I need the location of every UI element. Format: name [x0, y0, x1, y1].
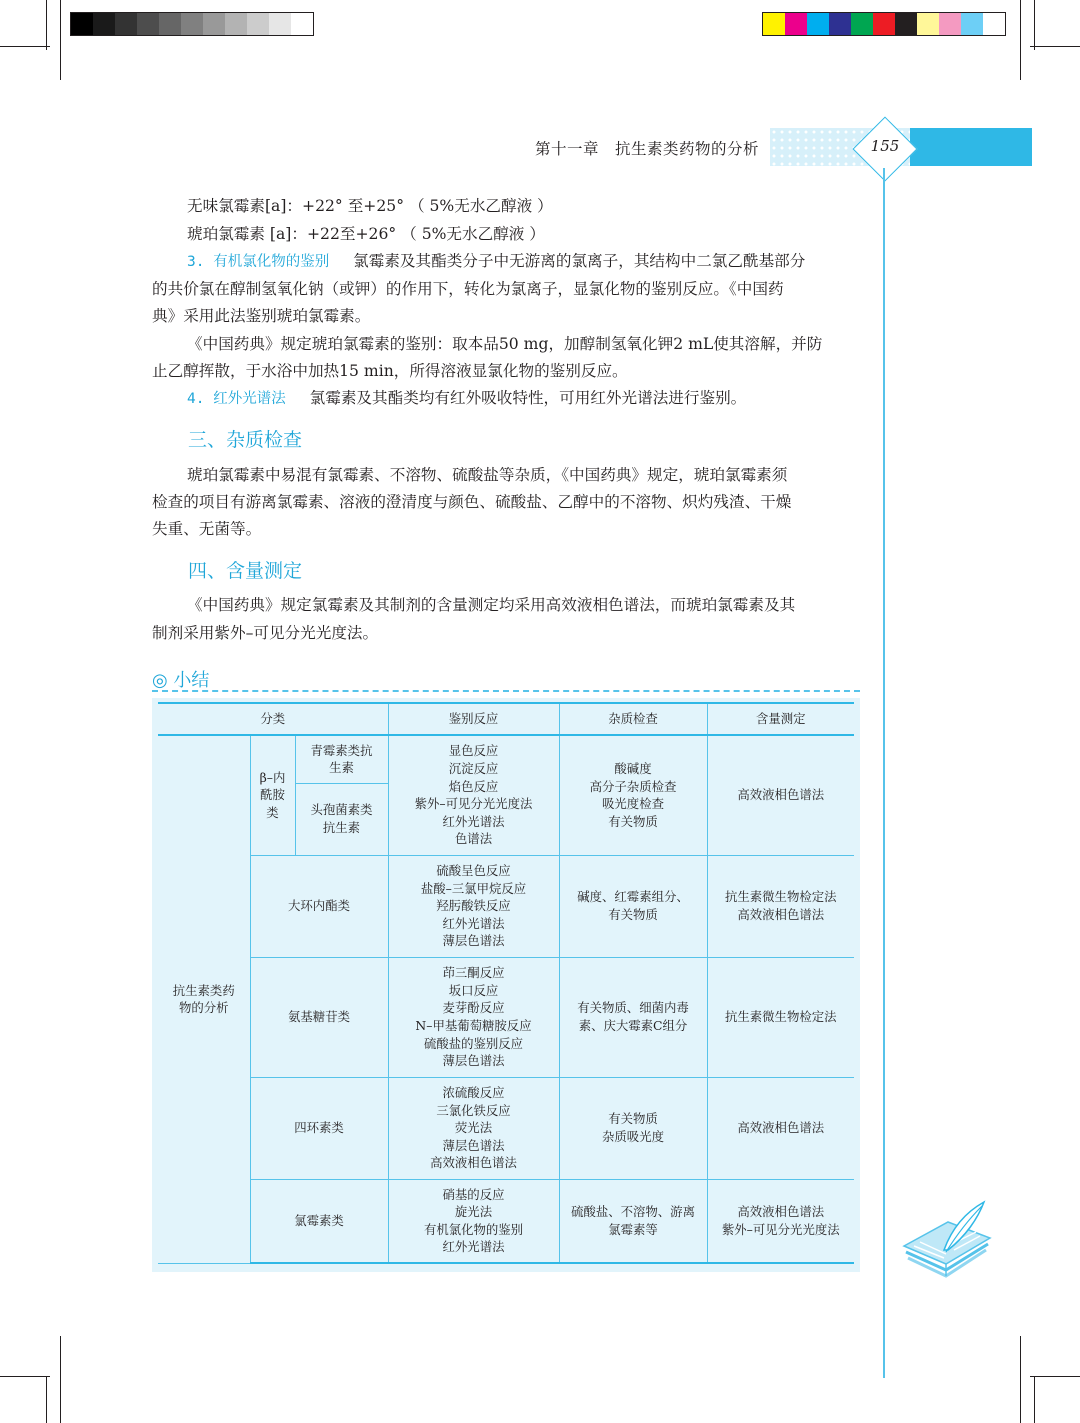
cell-line: 抗生素微生物检定法	[725, 1009, 837, 1025]
impurity-cell	[559, 735, 707, 855]
table-row	[158, 1077, 854, 1179]
crop-mark	[60, 1336, 61, 1423]
paragraph-infrared	[187, 388, 746, 409]
summary-divider	[152, 690, 860, 692]
column-header: 含量测定	[707, 703, 854, 735]
column-header: 鉴别反应	[388, 703, 559, 735]
paragraph-line: 制剂采用紫外–可见分光光度法。	[152, 624, 379, 642]
cell-line: 高分子杂质检查	[589, 778, 677, 794]
cell-line: 薄层色谱法	[442, 1137, 505, 1153]
crop-mark	[60, 0, 61, 80]
beta-lactam-cell: β–内酰胺类	[250, 735, 295, 855]
cell-line: 紫外–可见分光光度法	[721, 1221, 840, 1237]
identification-cell	[388, 1077, 559, 1179]
gray-swatch	[71, 13, 93, 35]
identification-cell	[388, 735, 559, 855]
cell-line: 浓硫酸反应	[442, 1085, 505, 1101]
column-header: 分类	[158, 703, 388, 735]
cell-line: 三氯化铁反应	[436, 1102, 511, 1118]
cell-line: 旋光法	[454, 1204, 493, 1220]
color-swatch	[983, 13, 1005, 35]
impurity-cell	[559, 855, 707, 957]
cell-line: 紫外–可见分光光度法	[414, 796, 533, 812]
identification-cell	[388, 957, 559, 1077]
color-swatch	[895, 13, 917, 35]
table-header-row	[158, 703, 854, 735]
cell-line: 硫酸盐、不溶物、游离	[571, 1204, 695, 1220]
cell-line: 氯霉素等	[608, 1221, 658, 1237]
table-row	[158, 1179, 854, 1263]
gray-swatch	[137, 13, 159, 35]
cell-line: 沉淀反应	[448, 761, 499, 777]
cell-line: 硫酸呈色反应	[436, 863, 511, 879]
section-title-impurity: 三、杂质检查	[188, 429, 303, 451]
category-cell: 氯霉素类	[250, 1179, 388, 1263]
paragraph-line: 《中国药典》规定氯霉素及其制剂的含量测定均采用高效液相色谱法，而琥珀氯霉素及其	[187, 596, 796, 614]
paragraph-lead: 4. 红外光谱法	[187, 391, 286, 407]
crop-mark	[46, 1376, 47, 1423]
assay-cell	[707, 1077, 854, 1179]
color-swatch	[851, 13, 873, 35]
cell-line: 吸光度检查	[602, 796, 664, 812]
category-cell: 氨基糖苷类	[250, 957, 388, 1077]
impurity-cell	[559, 957, 707, 1077]
gray-swatch	[291, 13, 313, 35]
cell-line: 有关物质	[608, 1111, 658, 1127]
assay-cell	[707, 1179, 854, 1263]
crop-mark	[1030, 46, 1080, 47]
cell-line: 有关物质	[608, 907, 658, 922]
identification-cell	[388, 1179, 559, 1263]
cell-line: 羟肟酸铁反应	[436, 898, 511, 914]
cell-line: 硝基的反应	[442, 1186, 505, 1202]
gray-swatch	[247, 13, 269, 35]
crop-mark	[1034, 0, 1035, 50]
crop-mark	[0, 1376, 50, 1377]
cell-line: 高效液相色谱法	[737, 787, 825, 803]
cell-line: 硫酸盐的鉴别反应	[423, 1035, 524, 1051]
cell-line: N–甲基葡萄糖胺反应	[415, 1018, 532, 1033]
cell-line: 抗生素微生物检定法	[725, 889, 837, 905]
gray-swatch	[159, 13, 181, 35]
impurity-cell	[559, 1077, 707, 1179]
color-swatch	[961, 13, 983, 35]
cell-line: 薄层色谱法	[442, 933, 505, 949]
paragraph-line: 的共价氯在醇制氢氧化钠（或钾）的作用下，转化为氯离子，显氯化物的鉴别反应。《中国药	[152, 280, 784, 298]
cell-line: 盐酸–三氯甲烷反应	[420, 880, 527, 896]
margin-rule	[883, 168, 885, 1378]
crop-mark	[46, 0, 47, 50]
grayscale-color-bar	[70, 12, 314, 36]
assay-cell	[707, 957, 854, 1077]
paragraph-line: 检查的项目有游离氯霉素、溶液的澄清度与颜色、硫酸盐、乙醇中的不溶物、炽灼残渣、干燥	[152, 493, 792, 511]
cell-line: 红外光谱法	[442, 1239, 505, 1255]
assay-cell	[707, 735, 854, 855]
gray-swatch	[269, 13, 291, 35]
paragraph-text: 氯霉素及其酯类分子中无游离的氯离子，其结构中二氯乙酰基部分	[353, 252, 806, 270]
rotation-line-1: 无味氯霉素[a]：+22° 至+25° （ 5%无水乙醇液 ）	[187, 197, 553, 215]
cell-line: 酸碱度	[614, 761, 652, 777]
cell-line: 高效液相色谱法	[737, 1204, 825, 1220]
cell-line: 麦芽酚反应	[442, 1000, 505, 1016]
cell-line: 高效液相色谱法	[737, 907, 825, 922]
paragraph-line: 《中国药典》规定琥珀氯霉素的鉴别：取本品50 mg，加醇制氢氧化钾2 mL使其溶解，并防	[187, 335, 823, 353]
category-cell: 大环内酯类	[250, 855, 388, 957]
color-swatch	[939, 13, 961, 35]
cell-line: 有关物质	[608, 813, 658, 829]
cell-line: 红外光谱法	[442, 813, 505, 829]
color-swatch	[829, 13, 851, 35]
crop-mark	[1030, 1376, 1080, 1377]
cell-line: 素、庆大霉素C组分	[578, 1018, 688, 1033]
impurity-cell	[559, 1179, 707, 1263]
color-swatch	[917, 13, 939, 35]
cell-line: 有关物质、细菌内毒	[577, 1000, 689, 1016]
gray-swatch	[115, 13, 137, 35]
paragraph-line: 典》采用此法鉴别琥珀氯霉素。	[152, 307, 371, 325]
table-row	[158, 957, 854, 1077]
paragraph-text: 氯霉素及其酯类均有红外吸收特性，可用红外光谱法进行鉴别。	[309, 389, 747, 407]
color-swatch	[873, 13, 895, 35]
table-row	[158, 735, 854, 783]
summary-label: ◎ 小结	[152, 670, 210, 691]
table-row	[158, 855, 854, 957]
crop-mark	[1034, 1376, 1035, 1423]
paragraph-organic-chloride	[187, 251, 805, 272]
identification-cell	[388, 855, 559, 957]
page-number: 155	[870, 137, 900, 155]
cell-line: 高效液相色谱法	[737, 1120, 825, 1136]
paragraph-lead: 3. 有机氯化物的鉴别	[187, 254, 330, 270]
header-band-solid	[910, 128, 1032, 166]
cell-line: 焰色反应	[448, 778, 499, 794]
crop-mark	[1020, 0, 1021, 80]
cell-line: 薄层色谱法	[442, 1053, 505, 1069]
color-swatch	[763, 13, 785, 35]
section-title-assay: 四、含量测定	[188, 560, 303, 582]
cell-line: 显色反应	[448, 743, 499, 759]
book-quill-icon	[900, 1198, 992, 1288]
gray-swatch	[181, 13, 203, 35]
cell-line: 碱度、红霉素组分、	[577, 889, 689, 905]
color-swatch	[807, 13, 829, 35]
root-category-cell: 抗生素类药物的分析	[158, 735, 250, 1263]
chapter-title: 第十一章 抗生素类药物的分析	[535, 140, 760, 158]
gray-swatch	[93, 13, 115, 35]
crop-mark	[0, 46, 50, 47]
crop-mark	[1020, 1336, 1021, 1423]
summary-table	[158, 702, 854, 1264]
cell-line: 有机氯化物的鉴别	[423, 1221, 524, 1237]
subcategory-cell: 青霉素类抗生素	[295, 735, 388, 783]
cell-line: 杂质吸光度	[602, 1129, 664, 1144]
assay-cell	[707, 855, 854, 957]
cell-line: 茚三酮反应	[442, 965, 505, 981]
column-header: 杂质检查	[559, 703, 707, 735]
cmyk-color-bar	[762, 12, 1006, 36]
subcategory-cell: 头孢菌素类抗生素	[295, 783, 388, 855]
cell-line: 荧光法	[454, 1120, 493, 1136]
cell-line: 红外光谱法	[442, 915, 505, 931]
paragraph-line: 止乙醇挥散，于水浴中加热15 min，所得溶液显氯化物的鉴别反应。	[152, 362, 628, 380]
gray-swatch	[203, 13, 225, 35]
cell-line: 坂口反应	[448, 982, 499, 998]
color-swatch	[785, 13, 807, 35]
cell-line: 高效液相色谱法	[430, 1155, 517, 1171]
rotation-line-2: 琥珀氯霉素 [a]：+22至+26° （ 5%无水乙醇液 ）	[187, 225, 545, 243]
gray-swatch	[225, 13, 247, 35]
category-cell: 四环素类	[250, 1077, 388, 1179]
cell-line: 色谱法	[454, 831, 493, 847]
paragraph-line: 琥珀氯霉素中易混有氯霉素、不溶物、硫酸盐等杂质，《中国药典》规定，琥珀氯霉素须	[187, 466, 788, 484]
paragraph-line: 失重、无菌等。	[152, 520, 262, 538]
